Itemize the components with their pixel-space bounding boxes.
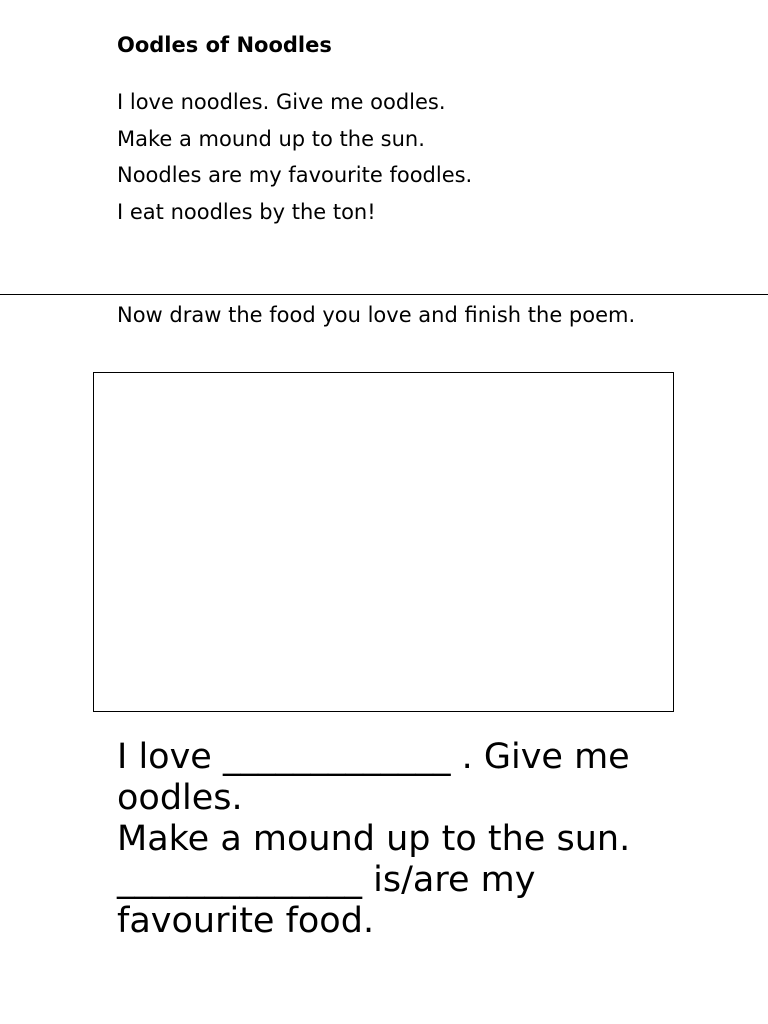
fill-in-poem (117, 737, 657, 942)
drawing-box[interactable] (93, 372, 674, 712)
food-blank-1[interactable]: _____________ (222, 737, 451, 777)
page-title: Oodles of Noodles (117, 33, 332, 57)
fill-poem-line-3 (117, 860, 657, 942)
poem (117, 84, 472, 230)
section-divider (0, 294, 768, 295)
fill-poem-line-3-suffix: is/are my favourite food. (117, 860, 536, 941)
poem-line: Noodles are my favourite foodles. (117, 163, 473, 187)
fill-poem-line-1-prefix: I love (117, 737, 223, 777)
fill-poem-line-2: Make a mound up to the sun. (117, 819, 631, 859)
poem-line: Make a mound up to the sun. (117, 126, 425, 151)
poem-line: I eat noodles by the ton! (117, 199, 376, 224)
fill-poem-line-1 (117, 737, 657, 819)
instruction-text: Now draw the food you love and finish the poem. (117, 303, 636, 327)
food-blank-2[interactable]: ______________ (117, 860, 362, 900)
fill-poem-line-1-suffix: . Give me oodles. (117, 737, 630, 818)
poem-line: I love noodles. Give me oodles. (117, 90, 446, 114)
